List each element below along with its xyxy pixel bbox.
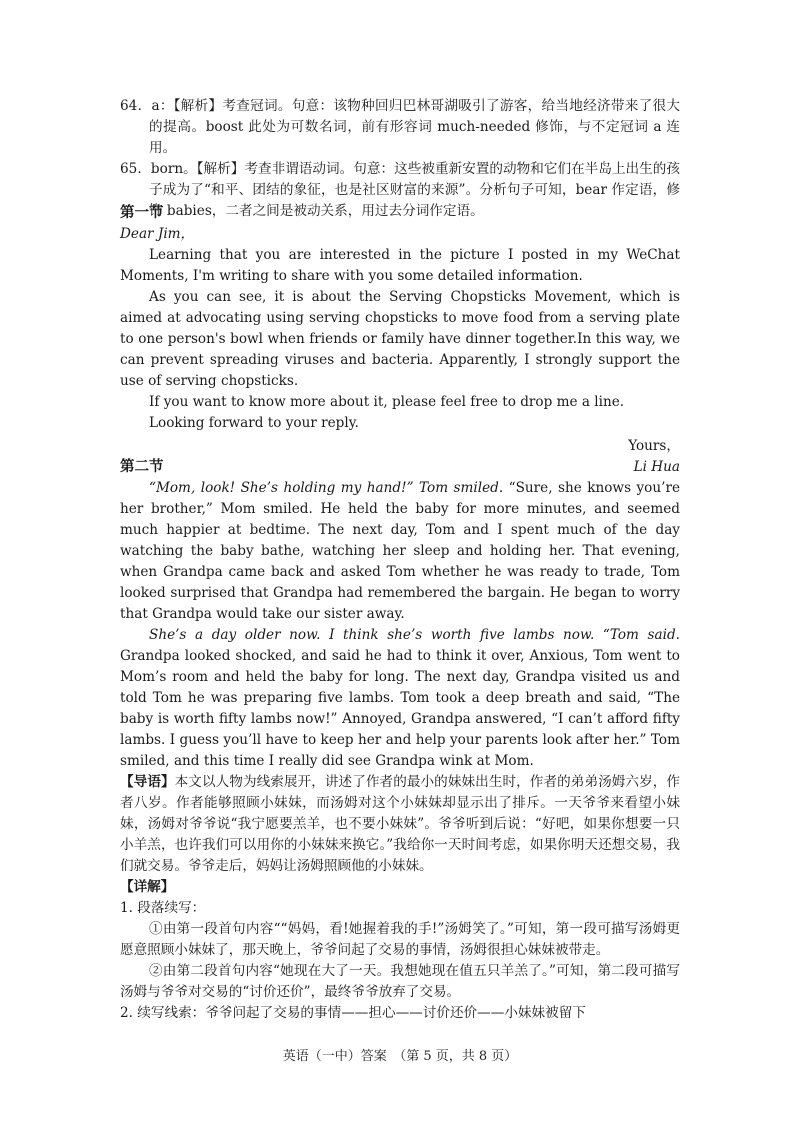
answer-64: 64．a：【解析】考查冠词。句意：该物种回归巴林哥湖吸引了游客，给当地经济带来了很大的提高。boost 此处为可数名词，前有形容词 much-needed 修饰，与不定冠词 a 连用。 (120, 98, 680, 156)
story-paragraph-1 (120, 478, 680, 625)
detail-item-1a: ①由第一段首句内容““妈妈，看!她握着我的手!”汤姆笑了。”可知，第一段可描写汤姆更愿意照顾小妹妹了，那天晚上，爷爷问起了交易的事情，汤姆很担心妹妹被带走。 (120, 921, 680, 958)
story-paragraph-1-body: “Sure, she knows you’re her brother,” Mom smiled. He held the baby for more minutes, and seemed much happier at bedtime. The next day, Tom and I spent much of the day watching the baby bathe, watching her sleep and holding her. That evening, when Grandpa came back and asked Tom whether he was ready to trade, Tom looked surprised that Grandpa had remembered the bargain. He began to worry that Grandpa would take our sister away. (120, 480, 680, 622)
guide-paragraph (120, 772, 680, 877)
guide-text: 本文以人物为线索展开，讲述了作者的最小的妹妹出生时，作者的弟弟汤姆六岁，作者八岁。作者能够照顾小妹妹，而汤姆对这个小妹妹却显示出了排斥。一天爷爷来看望小妹妹，汤姆对爷爷说“我宁愿要羔羊，也不要小妹妹”。爷爷听到后说：“好吧，如果你想要一只小羊羔，也许我们可以用你的小妹妹来换它。”我给你一天时间考虑，如果你明天还想交易，我们就交易。爷爷走后，妈妈让汤姆照顾他的小妹妹。 (120, 774, 680, 874)
section-1 (120, 202, 680, 478)
section-2-title: 第二节 (120, 459, 164, 475)
story-paragraph-2 (120, 625, 680, 772)
story-paragraph-2-body: Grandpa looked shocked, and said he had to think it over, Anxious, Tom went to Mom’s room and held the baby for long. The next day, Grandpa visited us and told Tom he was preparing five lambs. Tom took a deep breath and said, “The baby is worth fifty lambs now!” Annoyed, Grandpa answered, “I can’t afford fifty lambs. I guess you’ll have to keep her and help your parents look after her.” Tom smiled, and this time I really did see Grandpa wink at Mom. (120, 648, 680, 769)
section-2 (120, 456, 680, 1024)
letter-paragraph-3: If you want to know more about it, please feel free to drop me a line. (149, 394, 625, 410)
story-paragraph-2-opening: She’s a day older now. I think she’s worth five lambs now. “Tom said. (149, 627, 680, 643)
letter-closing: Yours， (628, 438, 680, 454)
detail-item-2: 2. 续写线索：爷爷问起了交易的事情——担心——讨价还价——小妹妹被留下 (120, 1005, 586, 1021)
letter-paragraph-2: As you can see, it is about the Serving Chopsticks Movement, which is aimed at advocating using serving chopsticks to move food from a serving plate to one person's bowl when friends or family have dinner together.In this way, we can prevent spreading viruses and bacteria. Apparently, I strongly support the use of serving chopsticks. (120, 289, 680, 389)
section-1-title: 第一节 (120, 205, 164, 221)
detail-label: 【详解】 (120, 879, 175, 895)
detail-item-1: 1. 段落续写： (120, 900, 206, 916)
letter-salutation: Dear Jim， (120, 226, 195, 242)
page-footer: 英语（一中）答案 （第 5 页，共 8 页） (282, 1049, 518, 1064)
letter-paragraph-4: Looking forward to your reply. (149, 415, 359, 431)
detail-item-1b: ②由第二段首句内容“她现在大了一天。我想她现在值五只羊羔了。”可知，第二段可描写汤姆与爷爷对交易的“讨价还价”，最终爷爷放弃了交易。 (120, 963, 680, 1000)
guide-label: 【导语】 (120, 774, 175, 790)
letter-signature: Li Hua (633, 459, 680, 475)
letter-paragraph-1: Learning that you are interested in the picture I posted in my WeChat Moments, I'm writing to share with you some detailed information. (120, 247, 680, 284)
story-paragraph-1-opening: “Mom, look! She’s holding my hand!” Tom smiled. (149, 480, 504, 496)
answer-65: 65．born。【解析】考查非谓语动词。句意：这些被重新安置的动物和它们在半岛上出生的孩子成为了“和平、团结的象征，也是社区财富的来源”。分析句子可知，bear 作定语，修饰 babies，二者之间是被动关系，用过去分词作定语。 (120, 161, 680, 219)
